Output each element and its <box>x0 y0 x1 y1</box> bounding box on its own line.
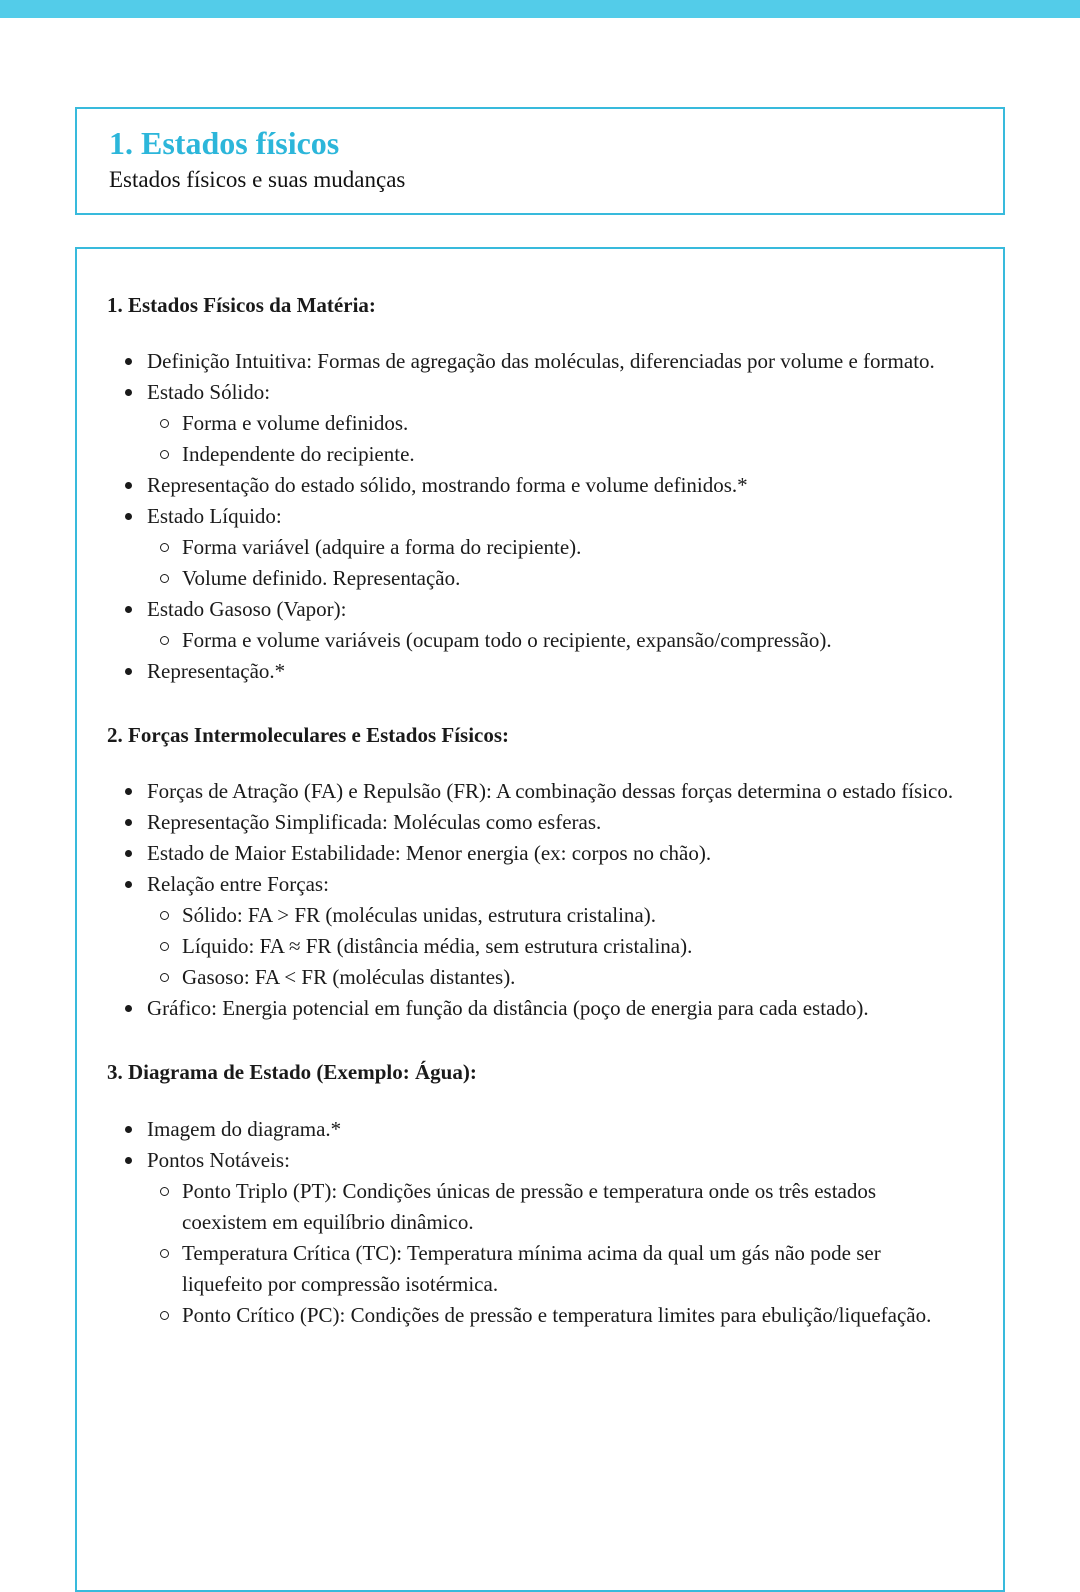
list-item-text: Forma e volume variáveis (ocupam todo o recipiente, expansão/compressão). <box>182 627 832 652</box>
list-item-text: Forças de Atração (FA) e Repulsão (FR): A combinação dessas forças determina o estado físico. <box>147 779 954 804</box>
list-item <box>107 993 955 1024</box>
list-item <box>107 962 955 993</box>
list-item-text: Estado Gasoso (Vapor): <box>147 596 347 621</box>
list-item <box>107 1300 955 1331</box>
list-item-text: Definição Intuitiva: Formas de agregação das moléculas, diferenciadas por volume e formato. <box>147 348 935 373</box>
list-item-text: Volume definido. Representação. <box>182 565 461 590</box>
list-item <box>107 532 955 563</box>
list-item <box>107 563 955 594</box>
list-item-text: Temperatura Crítica (TC): Temperatura mínima acima da qual um gás não pode ser liquefeito por compressão isotérmica. <box>182 1240 881 1296</box>
bullet-circle-icon <box>160 532 182 563</box>
top-accent-bar <box>0 0 1080 18</box>
list-item <box>107 807 955 838</box>
bullet-circle-icon <box>160 1300 182 1331</box>
bullet-circle-icon <box>160 900 182 931</box>
list-item-text: Sólido: FA > FR (moléculas unidas, estrutura cristalina). <box>182 903 656 928</box>
list-item-text: Forma e volume definidos. <box>182 410 409 435</box>
bullet-disc-icon <box>125 470 147 501</box>
list-item-text: Forma variável (adquire a forma do recipiente). <box>182 534 582 559</box>
bullet-circle-icon <box>160 625 182 656</box>
list-item <box>107 931 955 962</box>
bullet-disc-icon <box>125 594 147 625</box>
list-item-text: Representação Simplificada: Moléculas como esferas. <box>147 810 602 835</box>
list-item-text: Líquido: FA ≈ FR (distância média, sem estrutura cristalina). <box>182 934 693 959</box>
list-item-text: Ponto Crítico (PC): Condições de pressão e temperatura limites para ebulição/liquefação. <box>182 1302 932 1327</box>
header-card <box>75 107 1005 215</box>
list-item-text: Estado Líquido: <box>147 503 282 528</box>
list-item-text: Relação entre Forças: <box>147 872 329 897</box>
bullet-circle-icon <box>160 1238 182 1300</box>
section-heading: 1. Estados Físicos da Matéria: <box>107 292 376 317</box>
list-item <box>107 346 955 377</box>
bullet-disc-icon <box>125 501 147 532</box>
list-item <box>107 1114 955 1145</box>
bullet-circle-icon <box>160 1176 182 1238</box>
list-item <box>107 501 955 532</box>
page-subtitle: Estados físicos e suas mudanças <box>109 166 406 192</box>
list-item <box>107 1176 955 1238</box>
list-item <box>107 625 955 656</box>
bullet-disc-icon <box>125 869 147 900</box>
bullet-disc-icon <box>125 993 147 1024</box>
list-item-text: Imagem do diagrama.* <box>147 1116 342 1141</box>
bullet-circle-icon <box>160 563 182 594</box>
list-item-text: Representação.* <box>147 658 286 683</box>
section-heading: 3. Diagrama de Estado (Exemplo: Água): <box>107 1060 477 1085</box>
list-item-text: Estado de Maior Estabilidade: Menor energia (ex: corpos no chão). <box>147 841 712 866</box>
list-item <box>107 470 955 501</box>
list-item-text: Gráfico: Energia potencial em função da distância (poço de energia para cada estado). <box>147 996 869 1021</box>
bullet-circle-icon <box>160 962 182 993</box>
list-item-text: Pontos Notáveis: <box>147 1147 290 1172</box>
list-item <box>107 869 955 900</box>
bullet-disc-icon <box>125 838 147 869</box>
bullet-disc-icon <box>125 776 147 807</box>
bullet-disc-icon <box>125 807 147 838</box>
bullet-circle-icon <box>160 439 182 470</box>
notes-card <box>75 247 1005 1592</box>
content-sections <box>107 291 955 1331</box>
list-item <box>107 838 955 869</box>
list-item-text: Ponto Triplo (PT): Condições únicas de pressão e temperatura onde os três estados coexistem em equilíbrio dinâmico. <box>182 1178 877 1234</box>
list-item <box>107 900 955 931</box>
list-item-text: Gasoso: FA < FR (moléculas distantes). <box>182 965 516 990</box>
list-item <box>107 594 955 625</box>
page-title: 1. Estados físicos <box>109 125 340 161</box>
list-item-text: Independente do recipiente. <box>182 441 415 466</box>
list-item <box>107 1238 955 1300</box>
list-item <box>107 439 955 470</box>
list-item <box>107 1145 955 1176</box>
bullet-disc-icon <box>125 377 147 408</box>
section-heading: 2. Forças Intermoleculares e Estados Físicos: <box>107 722 510 747</box>
bullet-disc-icon <box>125 1114 147 1145</box>
list-item <box>107 408 955 439</box>
list-item <box>107 377 955 408</box>
list-item-text: Estado Sólido: <box>147 379 271 404</box>
bullet-disc-icon <box>125 656 147 687</box>
bullet-circle-icon <box>160 408 182 439</box>
list-item <box>107 656 955 687</box>
list-item-text: Representação do estado sólido, mostrando forma e volume definidos.* <box>147 472 748 497</box>
bullet-circle-icon <box>160 931 182 962</box>
list-item <box>107 776 955 807</box>
bullet-disc-icon <box>125 1145 147 1176</box>
bullet-disc-icon <box>125 346 147 377</box>
